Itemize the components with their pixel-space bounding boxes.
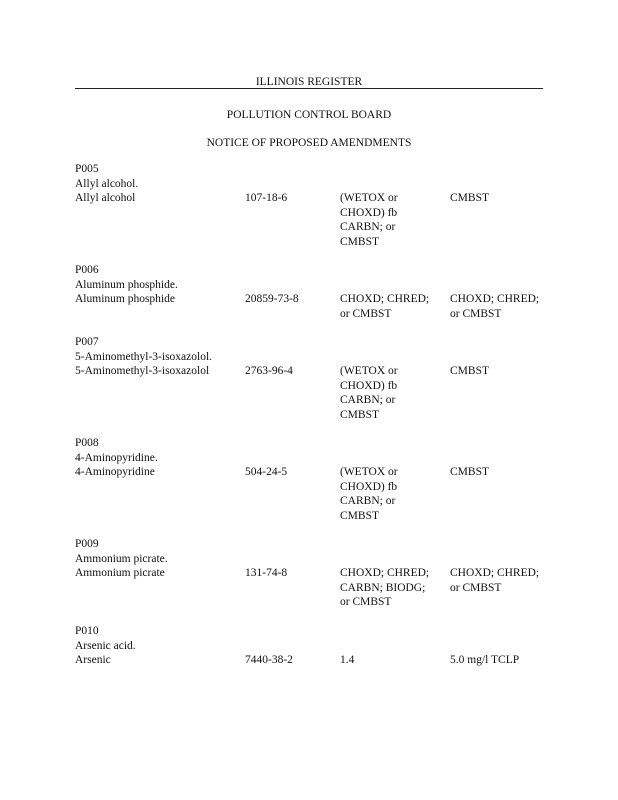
page-header: ILLINOIS REGISTER xyxy=(255,76,363,88)
nonwastewater-standard xyxy=(450,566,550,595)
agency-title: POLLUTION CONTROL BOARD xyxy=(226,109,392,121)
waste-code: P009 xyxy=(75,538,99,550)
common-name: Allyl alcohol. xyxy=(75,177,139,190)
standard-line: CMBST xyxy=(450,466,489,478)
nonwastewater-standard xyxy=(450,364,550,379)
common-name: Ammonium picrate. xyxy=(75,552,168,565)
nonwastewater-standard xyxy=(450,653,550,668)
standard-line: CMBST xyxy=(450,365,489,377)
standard-line: CMBST xyxy=(340,408,379,421)
constituent-row xyxy=(75,191,545,249)
wastewater-standard xyxy=(340,566,440,610)
waste-code: P005 xyxy=(75,163,99,175)
cas-number: 2763-96-4 xyxy=(245,365,293,377)
constituent-name: 5-Aminomethyl-3-isoxazolol xyxy=(75,365,210,377)
common-name: Arsenic acid. xyxy=(75,639,136,652)
constituent-name: Arsenic xyxy=(75,654,111,666)
standard-line: CARBN; or xyxy=(340,221,396,233)
waste-entry xyxy=(75,263,545,321)
wastewater-standard xyxy=(340,191,440,249)
standard-line: CHOXD; CHRED; xyxy=(340,567,430,579)
constituent-row xyxy=(75,653,545,668)
standard-line: CHOXD; CHRED; xyxy=(340,293,430,305)
standard-line: (WETOX or xyxy=(340,365,398,377)
waste-code-table xyxy=(75,162,545,682)
waste-entry xyxy=(75,537,545,610)
nonwastewater-standard xyxy=(450,191,550,206)
wastewater-standard xyxy=(340,364,440,422)
standard-line: CMBST xyxy=(340,235,379,248)
constituent-name: Ammonium picrate xyxy=(75,567,165,579)
wastewater-standard xyxy=(340,292,440,321)
standard-line: CARBN; or xyxy=(340,495,396,507)
standard-line: CMBST xyxy=(450,192,489,204)
waste-code: P006 xyxy=(75,264,99,276)
waste-code: P008 xyxy=(75,437,99,449)
wastewater-standard xyxy=(340,465,440,523)
cas-number: 7440-38-2 xyxy=(245,654,293,666)
waste-entry xyxy=(75,624,545,668)
standard-line: or CMBST xyxy=(450,307,502,320)
standard-line: CMBST xyxy=(340,509,379,522)
standard-line: or CMBST xyxy=(450,581,502,594)
standard-line: CARBN; or xyxy=(340,394,396,406)
standard-line: CHOXD) fb xyxy=(340,379,398,392)
standard-line: CHOXD; CHRED; xyxy=(450,567,540,579)
nonwastewater-standard xyxy=(450,292,550,321)
header-rule xyxy=(75,88,543,89)
constituent-name: Allyl alcohol xyxy=(75,192,136,204)
waste-entry xyxy=(75,436,545,523)
constituent-row xyxy=(75,364,545,422)
constituent-row xyxy=(75,292,545,321)
common-name: Aluminum phosphide. xyxy=(75,278,178,291)
common-name: 4-Aminopyridine. xyxy=(75,451,158,464)
standard-line: CHOXD; CHRED; xyxy=(450,293,540,305)
common-name: 5-Aminomethyl-3-isoxazolol. xyxy=(75,350,213,363)
cas-number: 107-18-6 xyxy=(245,192,288,204)
waste-code: P010 xyxy=(75,625,99,637)
nonwastewater-standard xyxy=(450,465,550,480)
constituent-row xyxy=(75,566,545,610)
waste-code: P007 xyxy=(75,336,99,348)
standard-line: CHOXD) fb xyxy=(340,480,398,493)
constituent-name: 4-Aminopyridine xyxy=(75,466,155,478)
waste-entry xyxy=(75,162,545,249)
cas-number: 131-74-8 xyxy=(245,567,288,579)
standard-line: CHOXD) fb xyxy=(340,206,398,219)
standard-line: or CMBST xyxy=(340,307,392,320)
standard-line: 5.0 mg/l TCLP xyxy=(450,654,520,666)
notice-title: NOTICE OF PROPOSED AMENDMENTS xyxy=(206,137,412,149)
standard-line: 1.4 xyxy=(340,654,355,666)
constituent-name: Aluminum phosphide xyxy=(75,293,175,305)
standard-line: or CMBST xyxy=(340,596,392,608)
standard-line: CARBN; BIODG; xyxy=(340,581,426,594)
cas-number: 504-24-5 xyxy=(245,466,288,478)
constituent-row xyxy=(75,465,545,523)
standard-line: (WETOX or xyxy=(340,466,398,478)
standard-line: (WETOX or xyxy=(340,192,398,204)
cas-number: 20859-73-8 xyxy=(245,293,299,305)
waste-entry xyxy=(75,335,545,422)
wastewater-standard xyxy=(340,653,440,668)
